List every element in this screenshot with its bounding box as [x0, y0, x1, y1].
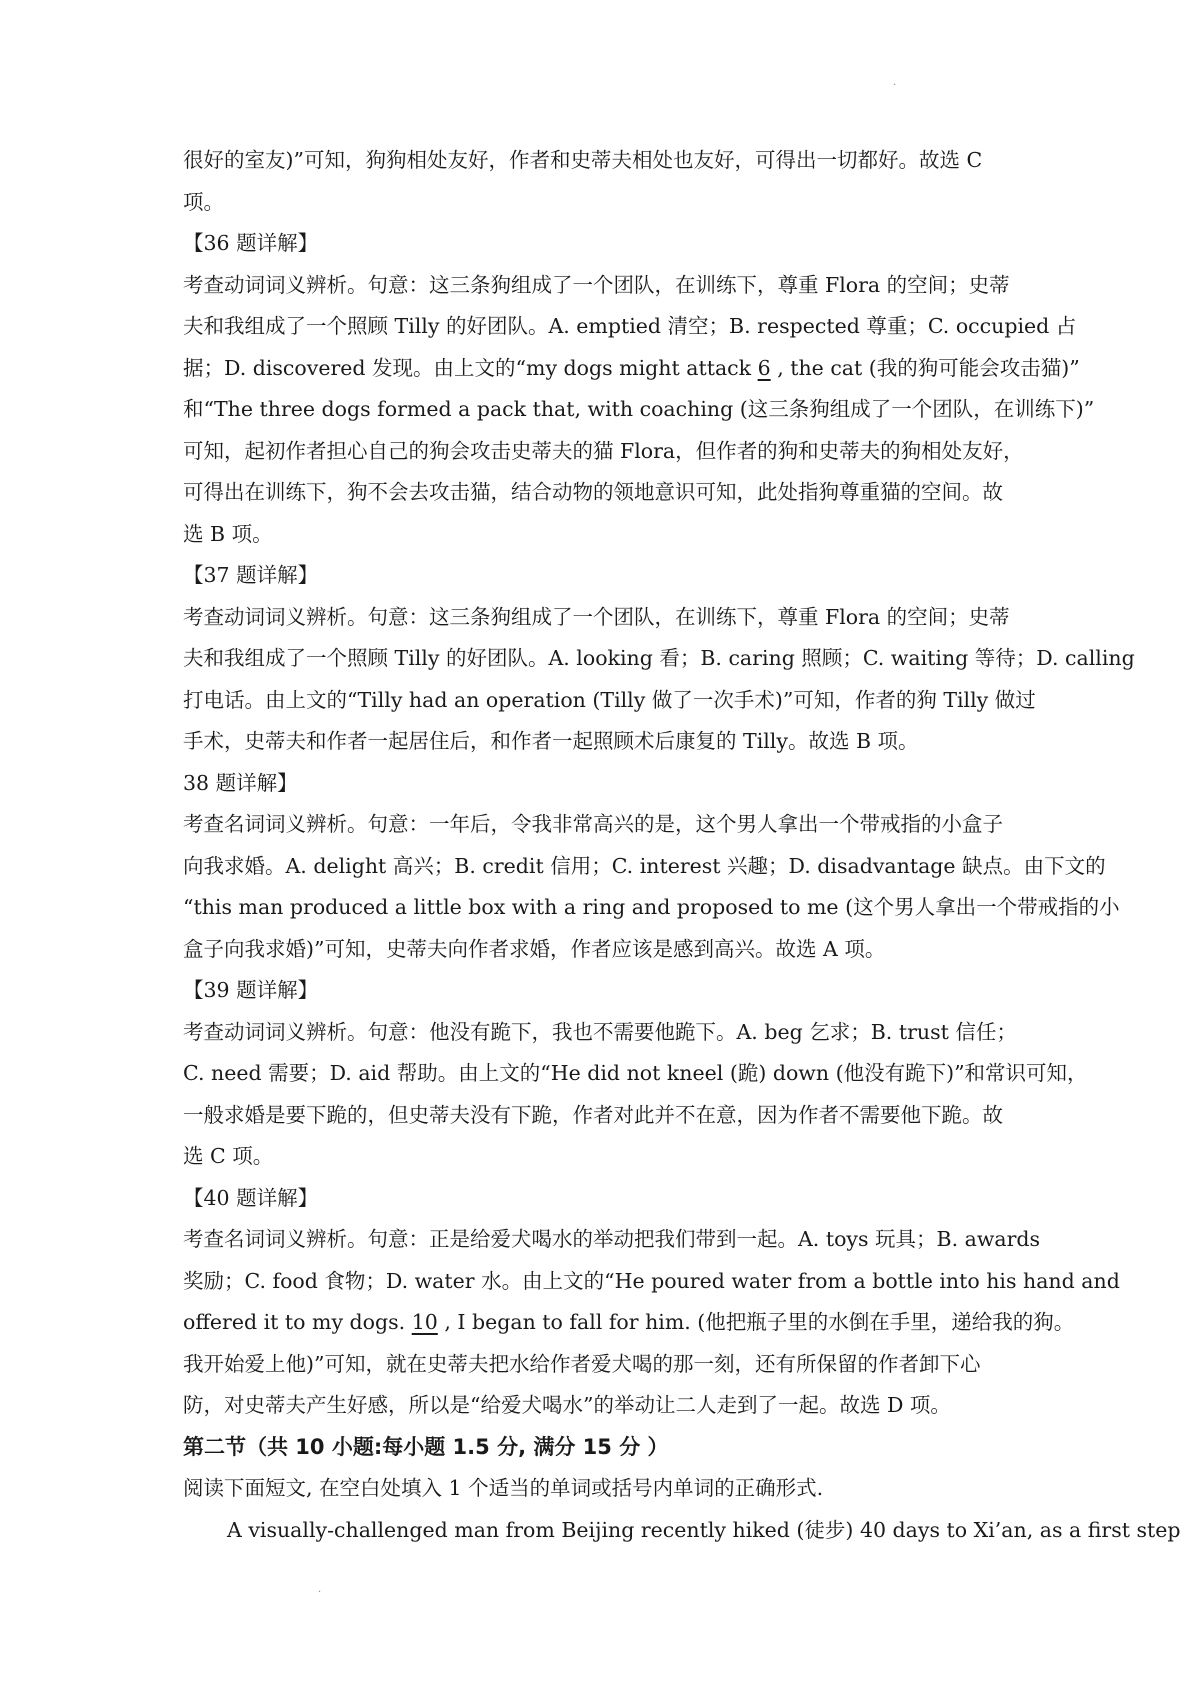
text-line: 考查动词词义辨析。句意：这三条狗组成了一个团队，在训练下，尊重 Flora 的空间；史蒂	[183, 604, 1010, 629]
text-line: 夫和我组成了一个照顾 Tilly 的好团队。A. emptied 清空；B. respected 尊重；C. occupied 占	[183, 314, 1077, 338]
text-line: 防，对史蒂夫产生好感，所以是“给爱犬喝水”的举动让二人走到了一起。故选 D 项。	[183, 1393, 951, 1417]
text-line: 考查名词词义辨析。句意：一年后，令我非常高兴的是，这个男人拿出一个带戒指的小盒子	[183, 812, 1003, 836]
text-segment: offered it to my dogs.	[183, 1310, 412, 1334]
text-line: 可得出在训练下，狗不会去攻击猫，结合动物的领地意识可知，此处指狗尊重猫的空间。故	[183, 480, 1003, 504]
text-line: 考查动词词义辨析。句意：他没有跪下，我也不需要他跪下。A. beg 乞求；B. trust 信任；	[183, 1019, 1017, 1044]
text-line: C. need 需要；D. aid 帮助。由上文的“He did not kneel (跪) down (他没有跪下)”和常识可知，	[183, 1061, 1088, 1085]
text-segment: , I began to fall for him. (他把瓶子里的水倒在手里，递给我的狗。	[444, 1310, 1075, 1334]
text-line: 和“The three dogs formed a pack that, with coaching (这三条狗组成了一个团队，在训练下)”	[183, 397, 1095, 421]
text-line: 选 B 项。	[183, 521, 273, 546]
text-line: 向我求婚。A. delight 高兴；B. credit 信用；C. interest 兴趣；D. disadvantage 缺点。由下文的	[183, 853, 1106, 878]
text-line: 很好的室友)”可知，狗狗相处友好，作者和史蒂夫相处也友好，可得出一切都好。故选 C	[183, 148, 983, 172]
text-line: 可知，起初作者担心自己的狗会攻击史蒂夫的猫 Flora，但作者的狗和史蒂夫的狗相处友好，	[183, 438, 1024, 463]
text-line: 打电话。由上文的“Tilly had an operation (Tilly 做了一次手术)”可知，作者的狗 Tilly 做过	[183, 687, 1036, 712]
text-line: 一般求婚是要下跪的，但史蒂夫没有下跪，作者对此并不在意，因为作者不需要他下跪。故	[183, 1102, 1003, 1127]
section-heading-37: 【37 题详解】	[183, 563, 319, 587]
text-line: 我开始爱上他)”可知，就在史蒂夫把水给作者爱犬喝的那一刻，还有所保留的作者卸下心	[183, 1351, 981, 1376]
text-line: 考查名词词义辨析。句意：正是给爱犬喝水的举动把我们带到一起。A. toys 玩具；B. awards	[183, 1227, 1041, 1251]
text-line: 项。	[183, 189, 224, 214]
blank-6: 6	[757, 355, 771, 380]
instruction-line: 阅读下面短文, 在空白处填入 1 个适当的单词或括号内单词的正确形式.	[183, 1476, 824, 1500]
text-line: “this man produced a little box with a ring and proposed to me (这个男人拿出一个带戒指的小	[183, 895, 1120, 919]
section-heading-39: 【39 题详解】	[183, 978, 319, 1002]
text-segment: 据；D. discovered 发现。由上文的“my dogs might attack	[183, 355, 752, 380]
text-line: 奖励；C. food 食物；D. water 水。由上文的“He poured water from a bottle into his hand and	[183, 1268, 1120, 1293]
text-line: 手术，史蒂夫和作者一起居住后，和作者一起照顾术后康复的 Tilly。故选 B 项。	[183, 729, 919, 753]
scan-speck: ·	[318, 1587, 322, 1598]
section-heading-38: 38 题详解】	[183, 770, 298, 795]
section-heading-40: 【40 题详解】	[183, 1185, 319, 1210]
text-line: 选 C 项。	[183, 1144, 274, 1168]
section-two-heading: 第二节（共 10 小题:每小题 1.5 分, 满分 15 分 ）	[183, 1434, 669, 1459]
text-line	[183, 1302, 1075, 1344]
text-line	[183, 348, 1080, 390]
text-line: 考查动词词义辨析。句意：这三条狗组成了一个团队，在训练下，尊重 Flora 的空间；史蒂	[183, 272, 1010, 297]
text-line: 夫和我组成了一个照顾 Tilly 的好团队。A. looking 看；B. caring 照顾；C. waiting 等待；D. calling	[183, 646, 1135, 670]
blank-10: 10	[411, 1310, 438, 1334]
text-line: 盒子向我求婚)”可知，史蒂夫向作者求婚，作者应该是感到高兴。故选 A 项。	[183, 936, 886, 961]
scan-speck: ·	[893, 80, 897, 91]
passage-first-line: A visually-challenged man from Beijing recently hiked (徒步) 40 days to Xi’an, as a first step	[227, 1517, 1181, 1542]
section-heading-36: 【36 题详解】	[183, 231, 319, 255]
document-body	[183, 140, 1181, 1551]
text-segment: , the cat (我的狗可能会攻击猫)”	[777, 355, 1080, 380]
